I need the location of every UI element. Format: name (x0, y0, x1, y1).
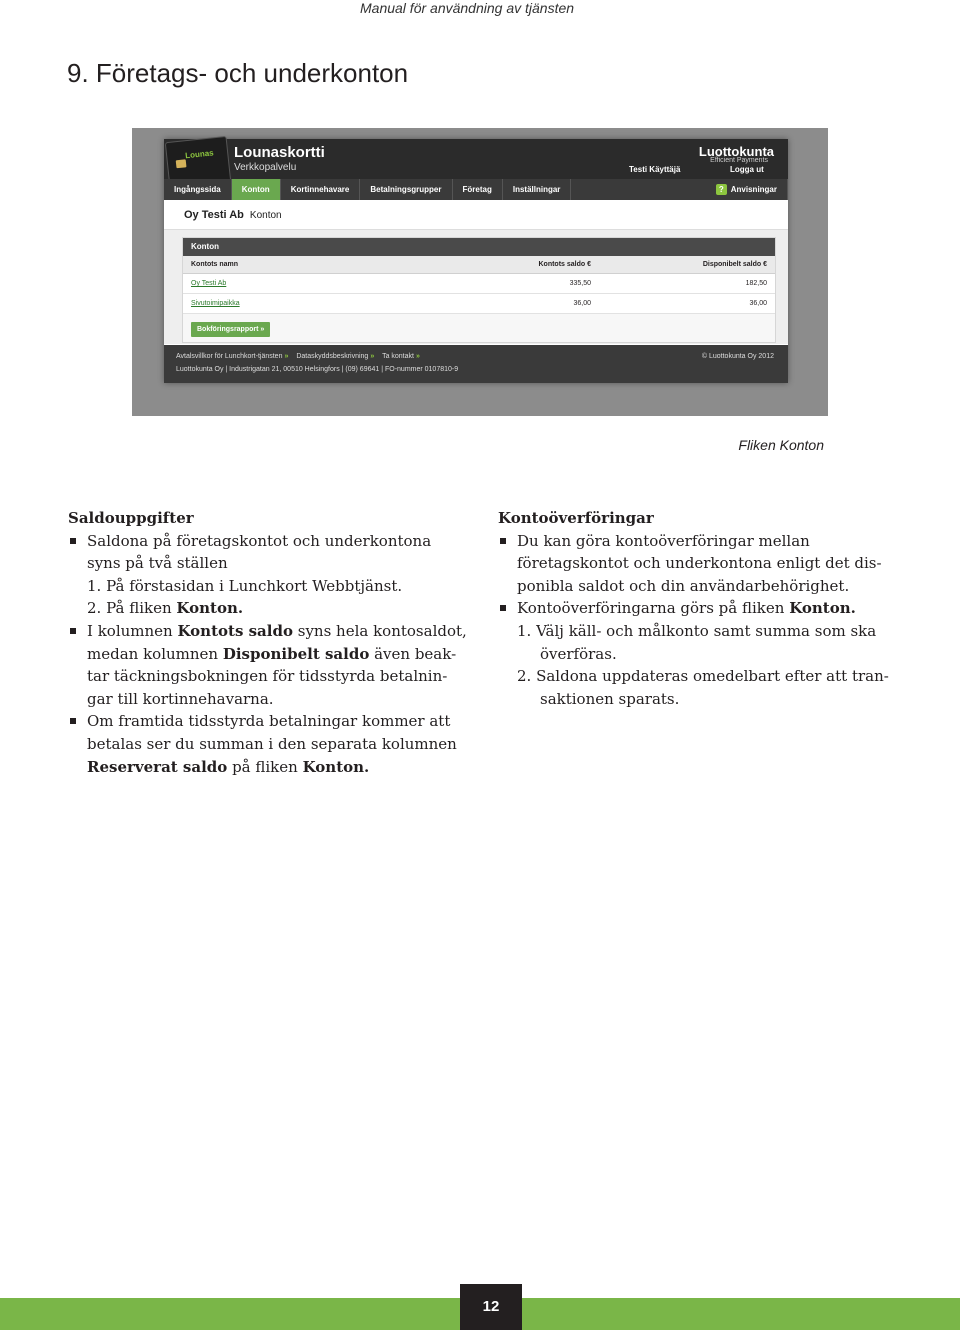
panel-title: Konton (183, 238, 775, 256)
numbered-item: 1. Välj käll- och målkonto samt summa som ska (517, 621, 877, 640)
account-saldo: 36,00 (573, 300, 591, 307)
page-heading (184, 209, 282, 221)
text-line: saktionen sparats. (540, 689, 680, 708)
report-button[interactable] (191, 322, 270, 337)
bold-text: Konton. (789, 599, 856, 618)
bullet-item (68, 530, 468, 553)
text-line: ponibla saldot och din användarbehörighet. (517, 576, 850, 595)
tab-konton[interactable]: Konton (232, 179, 281, 200)
numbered-item: 1. På förstasidan i Lunchkort Webbtjänst. (87, 576, 403, 595)
col-header-name[interactable]: Kontots namn (191, 261, 239, 268)
bullet-item (498, 597, 898, 620)
footer-links (176, 353, 426, 360)
text-line: betalas ser du summan i den separata kolumnen (87, 734, 457, 753)
running-head: Manual för användning av tjänsten (360, 0, 575, 16)
numbered-item: 2. Saldona uppdateras omedelbart efter att tran- (517, 667, 889, 686)
footer-link-terms[interactable]: Avtalsvillkor för Lunchkort-tjänsten (176, 353, 283, 360)
bold-text: Reserverat saldo (87, 757, 228, 776)
col-header-saldo[interactable]: Kontots saldo € (538, 261, 591, 268)
text-line: företagskontot och underkontona enligt det dis- (517, 554, 882, 573)
content-area (164, 229, 788, 344)
bold-text: Disponibelt saldo (222, 644, 370, 663)
text: I kolumnen (87, 621, 178, 640)
tab-ingangssida[interactable]: Ingångssida (164, 179, 232, 200)
text-line: gar till kortinnehavarna. (87, 689, 274, 708)
account-disponibelt: 36,00 (749, 300, 767, 307)
tab-installningar[interactable]: Inställningar (503, 179, 572, 200)
screenshot-figure (132, 128, 828, 416)
brand-tagline: Efficient Payments (710, 157, 768, 164)
section-heading: Saldouppgifter (68, 509, 194, 527)
bold-text: Kontots saldo (177, 621, 293, 640)
app-subtitle: Verkkopalvelu (234, 162, 297, 173)
double-arrow-icon: » (284, 353, 289, 360)
text-line: syns på två ställen (87, 554, 228, 573)
app-title: Lounaskortti (234, 144, 325, 161)
text-line: överföras. (540, 644, 617, 663)
double-arrow-icon: » (260, 326, 265, 333)
app-footer (164, 345, 788, 383)
page-number: 12 (460, 1284, 522, 1330)
app-header (164, 139, 788, 179)
brand-logo: Luottokunta (698, 144, 774, 159)
logout-link[interactable]: Logga ut (730, 165, 764, 174)
account-disponibelt: 182,50 (745, 280, 767, 287)
card-text: Lounas (184, 148, 215, 161)
app-window (164, 139, 788, 383)
account-link[interactable]: Sivutoimipaikka (191, 300, 240, 307)
question-icon: ? (716, 184, 727, 195)
text: Om framtida tidsstyrda betalningar kommer att (87, 712, 451, 731)
chapter-title: 9. Företags- och underkonton (67, 58, 409, 88)
tab-kortinnehavare[interactable]: Kortinnehavare (281, 179, 361, 200)
tab-foretag[interactable]: Företag (453, 179, 503, 200)
footer-address: Luottokunta Oy | Industrigatan 21, 00510 Helsingfors | (09) 69641 | FO-nummer 0107810-9 (176, 366, 459, 373)
text: medan kolumnen (87, 644, 223, 663)
footer-copyright: © Luottokunta Oy 2012 (701, 353, 774, 360)
table-header (183, 256, 775, 274)
text: Saldona på företagskontot och underkontona (87, 531, 432, 550)
col-header-disponibelt[interactable]: Disponibelt saldo € (702, 261, 767, 268)
table-row (183, 294, 775, 314)
text-line (68, 643, 468, 666)
table-row (183, 274, 775, 294)
card-chip-icon (176, 159, 187, 168)
figure-caption: Fliken Konton (738, 437, 824, 453)
section-heading: Kontoöverföringar (498, 509, 654, 527)
help-label: Anvisningar (730, 185, 777, 194)
numbered-item (68, 597, 468, 620)
bullet-item (498, 530, 898, 553)
text: även beak- (369, 644, 457, 663)
bold-text: Konton. (302, 757, 370, 776)
text: Du kan göra kontoöverföringar mellan (517, 531, 810, 550)
footer-link-contact[interactable]: Ta kontakt (382, 353, 414, 360)
accounts-panel (182, 237, 776, 343)
tab-betalningsgrupper[interactable]: Betalningsgrupper (360, 179, 452, 200)
account-link[interactable]: Oy Testi Ab (191, 280, 227, 287)
bold-text: Konton. (176, 599, 244, 618)
text: 2. På fliken (87, 599, 177, 618)
section-name: Konton (249, 210, 282, 221)
company-name: Oy Testi Ab (184, 209, 244, 221)
nav-spacer (571, 179, 705, 200)
left-column (68, 507, 468, 778)
bullet-item (68, 710, 468, 733)
text: syns hela kontosaldot, (292, 621, 467, 640)
main-nav (164, 179, 788, 200)
text: Kontoöverföringarna görs på fliken (517, 599, 790, 618)
account-saldo: 335,50 (569, 280, 591, 287)
text: på fliken (227, 757, 303, 776)
right-column (498, 507, 898, 710)
tab-anvisningar[interactable] (706, 179, 788, 200)
footer-link-privacy[interactable]: Dataskyddsbeskrivning (296, 353, 369, 360)
text-line: tar täckningsbokningen för tidsstyrda betalnin- (87, 667, 448, 686)
text-line (68, 756, 468, 779)
report-button-label: Bokföringsrapport (197, 326, 259, 333)
double-arrow-icon: » (370, 353, 375, 360)
double-arrow-icon: » (415, 353, 420, 360)
bullet-item (68, 620, 468, 643)
user-name[interactable]: Testi Käyttäjä (629, 165, 681, 174)
